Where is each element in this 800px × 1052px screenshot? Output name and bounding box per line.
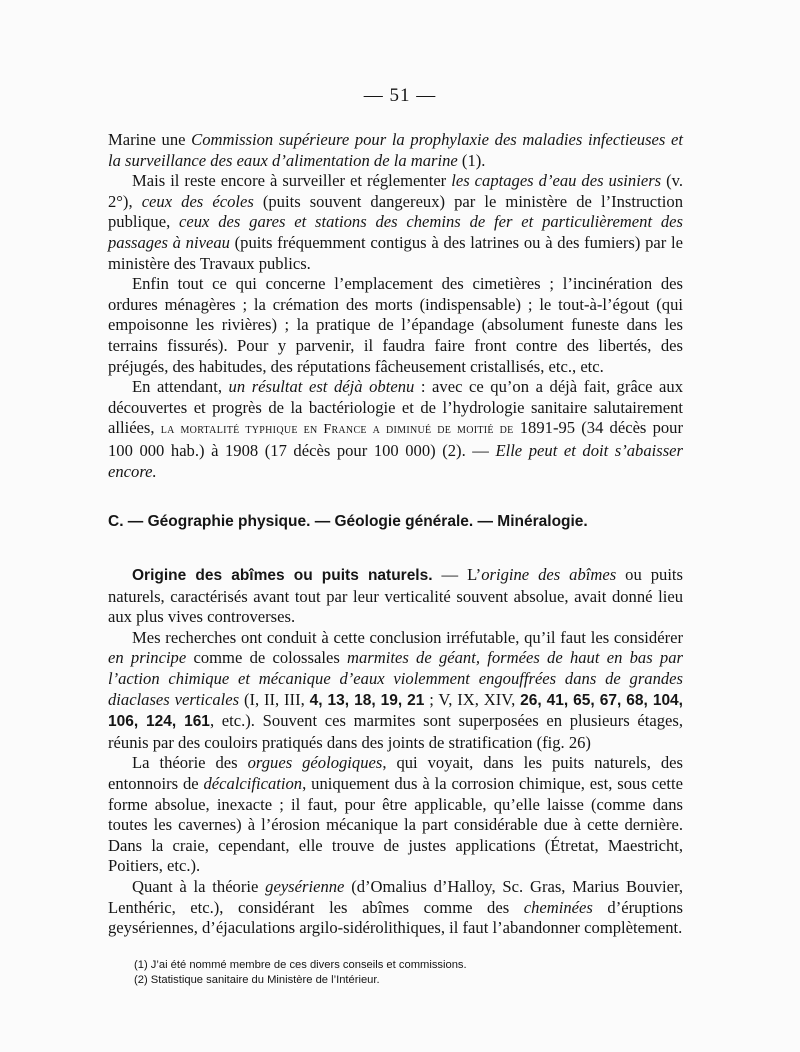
section-c-text-block (108, 565, 683, 939)
paragraph-1: Marine une Commission supérieure pour la prophylaxie des maladies infectieuses et la surveillance des eaux d’alimentation de la marine (1). (108, 130, 683, 170)
paragraph-2: Mais il reste encore à surveiller et réglementer les captages d’eau des usiniers (v. 2°), ceux des écoles (puits souvent dangereux) par le ministère de l’Instruction publique, ceux des gares et stations des chemins de fer et particulièrement des passages à niveau (puits fréquemment contigus à des latrines ou à des fumiers) par le ministère des Travaux publics. (108, 171, 684, 273)
page-number: — 51 — (363, 85, 437, 106)
paragraph-3: Enfin tout ce qui concerne l’emplacement des cimetières ; l’incinération des ordures ménagères ; la crémation des morts (indispensable) ; le tout-à-l’égout (qui empoisonne les rivières) ; la pratique de l’épandage (absolument funeste dans les terrains fissurés). Pour y parvenir, il faudra faire front contre des libertés, des préjugés, des habitudes, des réputations fâcheusement cristallisés, etc., etc. (108, 274, 683, 376)
paragraph-orgues: La théorie des orgues géologiques, qui voyait, dans les puits naturels, des entonnoirs de décalcification, uniquement dus à la corrosion chimique, est, sous cette forme absolue, inexacte ; il faut, pour être applicable, qu’elle laisse (comme dans toutes les cavernes) à l’érosion mécanique la part considérable due à cette dernière. Dans la craie, cependant, elle trouve de justes applications (Étretat, Maestricht, Poitiers, etc.). (108, 753, 683, 876)
paragraph-recherches: Mes recherches ont conduit à cette conclusion irréfutable, qu’il faut les considérer en principe comme de colossales marmites de géant, formées de haut en bas par l’action chimique et mécanique d’eaux violemment engouffrées dans de grandes diaclases verticales (I, II, III, 4, 13, 18, 19, 21 ; V, IX, XIV, 26, 41, 65, 67, 68, 104, 106, 124, 161, etc.). Souvent ces marmites sont superposées en plusieurs étages, réunis par des couloirs pratiqués dans des joints de stratification (fig. 26) (108, 627, 683, 752)
paragraph-4: En attendant, un résultat est déjà obtenu : avec ce qu’on a déjà fait, grâce aux découvertes et progrès de la bactériologie et de l’hydrologie sanitaire salutairement alliées, la mortalité typhique en France a diminué de moitié de 1891-95 (34 décès pour 100 000 hab.) à 1908 (17 décès pour 100 000) (2). — Elle peut et doit s’abaisser encore. (108, 377, 684, 481)
footnotes (134, 958, 694, 987)
footnote-2: (2) Statistique sanitaire du Ministère de l’Intérieur. (134, 973, 380, 986)
subsection-title: Origine des abîmes ou puits naturels. (132, 567, 433, 584)
paragraph-geyserienne: Quant à la théorie geysérienne (d’Omalius d’Halloy, Sc. Gras, Marius Bouvier, Lenthéric, etc.), considérant les abîmes comme des cheminées d’éruptions geysériennes, d’éjaculations argilo-sidérolithiques, il faut l’abandonner complètement. (108, 876, 683, 938)
footnote-1: (1) J’ai été nommé membre de ces divers conseils et commissions. (134, 959, 467, 971)
section-heading: C. — Géographie physique. — Géologie générale. — Minéralogie. (108, 513, 588, 530)
main-text-block (108, 130, 683, 482)
paragraph-origine: Origine des abîmes ou puits naturels. — L’origine des abîmes ou puits naturels, caractérisés avant tout par leur verticalité souvent absolue, avait donné lieu aux plus vives controverses. (108, 565, 683, 627)
